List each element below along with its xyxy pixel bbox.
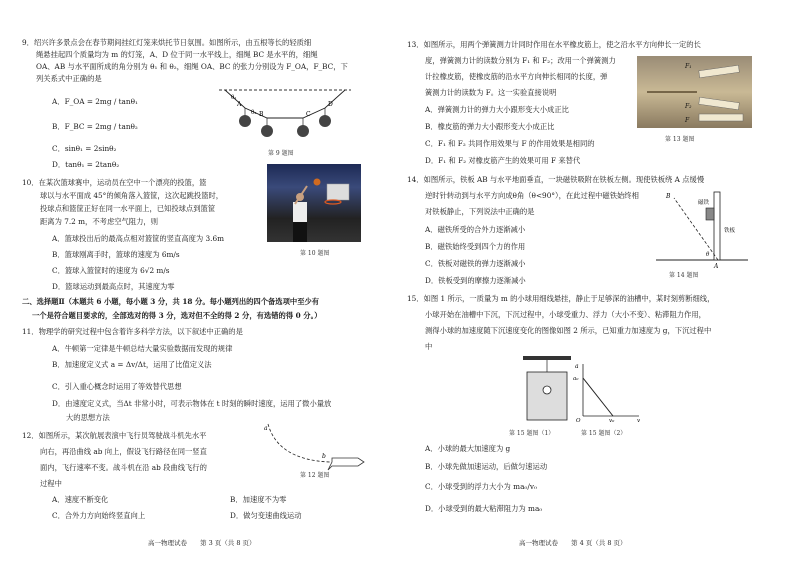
q9-option-b: B．F_BC = 2mg / tanθ₂ (52, 122, 138, 131)
q13-stem-2: 度，弹簧测力计的读数分别为 F₁ 和 F₂；改用一个弹簧测力 (425, 56, 616, 65)
q10-basketball-photo (267, 164, 361, 242)
q9-lantern-figure (215, 86, 355, 146)
q11-option-b: B．加速度定义式 a = Δv/Δt，运用了比值定义法 (52, 360, 212, 369)
q13-option-c: C．F₁ 和 F₂ 共同作用效果与 F 的作用效果是相同的 (425, 139, 595, 148)
q15-label-v0: v₀ (609, 418, 615, 422)
q15-caption-1: 第 15 题图（1） (509, 430, 555, 437)
q15-option-b: B．小球先做加速运动，后做匀速运动 (425, 462, 548, 471)
q15-label-o: O (576, 418, 581, 422)
page-4 (397, 0, 794, 561)
q13-caption: 第 13 题图 (665, 136, 695, 143)
q13-stem-4: 簧测力计的读数为 F。这一实验直接说明 (425, 88, 557, 97)
q14-label-magnet: 磁铁 (698, 200, 710, 206)
q9-stem-1: 9．绍兴许多景点会在春节期间挂红灯笼来烘托节日氛围。如图所示，由五根等长的轻质细 (22, 38, 312, 47)
q14-label-plate: 铁板 (724, 228, 736, 234)
q9-option-d: D．tanθ₁ = 2tanθ₂ (52, 160, 120, 169)
q15-oil-tank-figure (517, 352, 577, 424)
q12-stem-3: 面内，飞行速率不变。战斗机在沿 ab 段曲线飞行的 (40, 463, 207, 472)
q15-option-a: A．小球的最大加速度为 g (425, 444, 511, 453)
q11-option-a: A．牛顿第一定律是牛顿总结大量实验数据而发现的规律 (52, 344, 233, 353)
q13-label-f: F (685, 117, 690, 124)
q9-stem-4: 列关系式中正确的是 (36, 74, 102, 83)
q14-stem-1: 14．如图所示，铁板 AB 与水平地面垂直，一块磁铁吸附在铁板左侧。现使铁板绕 A 点缓慢 (407, 175, 705, 184)
q15-option-c: C．小球受到的浮力大小为 ma₀/v₀ (425, 482, 537, 491)
page-4-footer: 高一物理试卷 第 4 页（共 8 页） (519, 539, 627, 547)
q15-option-d: D．小球受到的最大粘滞阻力为 ma₀ (425, 504, 543, 513)
jet-icon (328, 458, 364, 470)
q15-stem-1: 15．如图 1 所示，一质量为 m 的小球用细线悬挂，静止于足够深的油槽中，某时刻剪断细线， (407, 294, 715, 303)
q14-option-d: D．铁板受到的摩擦力逐渐减小 (425, 276, 526, 285)
q10-stem-3: 投球点和篮筐正好在同一水平面上，已知投球点到篮筐 (40, 204, 216, 213)
q15-caption-2: 第 15 题图（2） (581, 430, 627, 437)
q12-option-d: D．做匀变速曲线运动 (230, 511, 302, 520)
q12-stem-4: 过程中 (40, 479, 62, 488)
q10-option-a: A．篮球投出后的最高点相对篮筐的竖直高度为 3.6m (52, 234, 225, 243)
q15-label-a: a (575, 363, 579, 370)
q10-stem-1: 10．在某次篮球赛中，运动员在空中一个漂亮的投篮，篮 (22, 178, 207, 187)
q13-option-a: A．弹簧测力计的弹力大小跟形变大小成正比 (425, 105, 569, 114)
q12-label-a: a (264, 425, 268, 432)
q14-magnet-figure (652, 186, 752, 268)
q13-stem-1: 13．如图所示，用两个弹簧测力计同时作用在水平橡皮筋上，使之沿水平方向伸长一定的长 (407, 40, 701, 49)
q12-option-b: B．加速度不为零 (230, 495, 287, 504)
q12-option-c: C．合外力方向始终竖直向上 (52, 511, 146, 520)
q9-stem-3: OA、AB 与水平面所成的角分别为 θ₁ 和 θ₂，细绳 OA、BC 的张力分别设为 F_OA，F_BC，下 (36, 62, 348, 71)
q9-stem-2: 绳悬挂起四个质量均为 m 的灯笼，A、D 位于同一水平线上，细绳 BC 是水平的，细绳 (36, 50, 318, 59)
q9-label-c: C (306, 111, 311, 118)
q11-option-c: C．引入重心概念时运用了等效替代思想 (52, 382, 182, 391)
q14-stem-3: 对铁板静止，下列说法中正确的是 (425, 207, 535, 216)
q14-label-a: A (714, 263, 719, 268)
q13-label-f1: F₁ (685, 63, 692, 70)
q10-stem-2: 球以与水平面成 45°的倾角落入篮筐，这次起跳投篮时， (40, 191, 224, 200)
q13-option-d: D．F₁ 和 F₂ 对橡皮筋产生的效果可用 F 来替代 (425, 156, 581, 165)
q10-stem-4: 距离为 7.2 m，不考虑空气阻力，则 (40, 217, 159, 226)
section2-line-1: 二、选择题Ⅱ（本题共 6 小题，每小题 3 分，共 18 分。每小题列出的四个备选项中至少有 (22, 297, 320, 306)
q13-option-b: B．橡皮筋的弹力大小跟形变大小成正比 (425, 122, 555, 131)
q12-option-a: A．速度不断变化 (52, 495, 109, 504)
section2-line-2: 一个是符合题目要求的，全部选对的得 3 分，选对但不全的得 2 分，有选错的得 0 分。） (32, 311, 322, 320)
q12-stem-2: 向右，再沿曲线 ab 向上，假设飞行路径在同一竖直 (40, 447, 207, 456)
q10-caption: 第 10 题图 (300, 250, 330, 257)
q12-jet-figure (258, 420, 368, 472)
q15-stem-4: 中 (425, 342, 433, 351)
q14-stem-2: 逆时针转动到与水平方向成θ角（θ<90°），在此过程中磁铁始终相 (425, 191, 639, 200)
q9-label-d: D (328, 101, 333, 108)
q15-stem-2: 小球开始在油槽中下沉，下沉过程中，小球受重力、浮力（大小不变）、粘滞阻力作用， (425, 310, 706, 319)
q9-label-b: B (259, 111, 264, 118)
q13-label-f2: F₂ (685, 103, 692, 110)
q12-label-b: b (322, 453, 326, 460)
q14-label-b: B (666, 193, 671, 200)
q14-option-c: C．铁板对磁铁的弹力逐渐减小 (425, 259, 526, 268)
q9-label-theta1: θ₁ (231, 95, 237, 101)
q14-option-b: B．磁铁始终受到四个力的作用 (425, 242, 526, 251)
q12-caption: 第 12 题图 (300, 472, 330, 479)
q15-label-a0: a₀ (573, 376, 579, 382)
page-3-footer: 高一物理试卷 第 3 页（共 8 页） (148, 539, 256, 547)
q14-option-a: A．磁铁所受的合外力逐渐减小 (425, 225, 526, 234)
q10-option-c: C．篮球入篮筐时的速度为 6√2 m/s (52, 266, 170, 275)
q14-label-theta: θ (706, 252, 710, 258)
q9-label-a: A (237, 101, 242, 108)
q13-stem-3: 计拉橡皮筋，使橡皮筋的沿水平方向伸长相同的长度，弹 (425, 72, 608, 81)
q10-option-b: B．篮球刚离手时，篮球的速度为 6m/s (52, 250, 180, 259)
q9-option-a: A．F_OA = 2mg / tanθ₁ (52, 97, 138, 106)
q15-label-v: v (637, 418, 641, 422)
q13-spring-scale-photo (637, 56, 752, 128)
q15-graph-figure (573, 360, 643, 422)
q11-option-d: D．由速度定义式，当Δt 非常小时，可表示物体在 t 时刻的瞬时速度，运用了微小量放 (52, 399, 332, 408)
q10-option-d: D．篮球运动到最高点时，其速度为零 (52, 282, 175, 291)
q9-label-theta2: θ₂ (251, 110, 257, 116)
q12-stem-1: 12．如图所示，某次航展表演中飞行员驾驶战斗机先水平 (22, 431, 207, 440)
q15-stem-3: 测得小球的加速度随下沉速度变化的图像如图 2 所示，已知重力加速度为 g，下沉过程中 (425, 326, 712, 335)
q14-caption: 第 14 题图 (669, 272, 699, 279)
q11-option-d-cont: 大的思想方法 (66, 413, 110, 422)
q11-stem: 11．物理学的研究过程中包含着许多科学方法，以下叙述中正确的是 (22, 327, 243, 336)
q9-caption: 第 9 题图 (268, 150, 294, 157)
q9-option-c: C．sinθ₁ = 2sinθ₂ (52, 144, 117, 153)
